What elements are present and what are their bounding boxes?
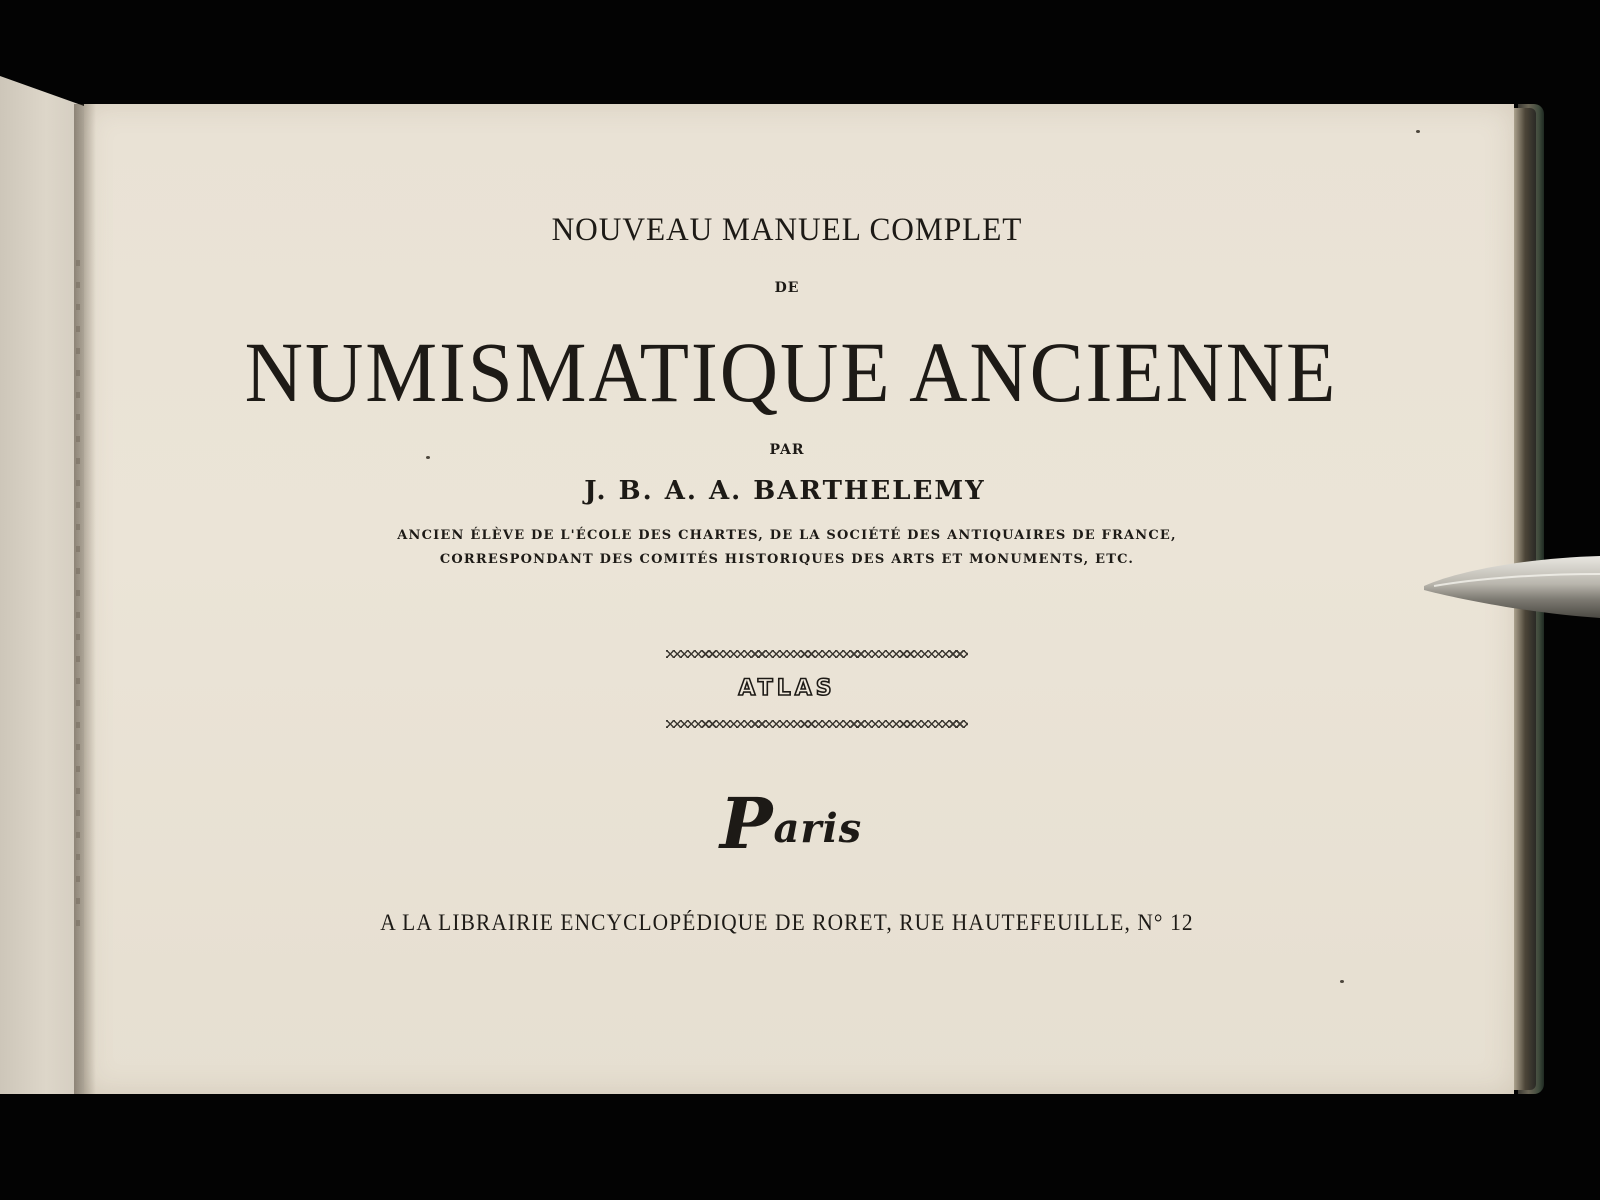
place-initial: P	[719, 782, 774, 865]
volume-label: ATLAS	[738, 676, 836, 701]
title-block	[84, 104, 1514, 1094]
author-credentials-2: CORRESPONDANT DES COMITÉS HISTORIQUES DES ARTS ET MONUMENTS, ETC.	[439, 552, 1135, 567]
main-title: NUMISMATIQUE ANCIENNE	[244, 324, 1338, 420]
place-rest: aris	[773, 805, 863, 852]
author-name: J. B. A. A. BARTHELEMY	[584, 476, 986, 506]
subtitle: NOUVEAU MANUEL COMPLET	[551, 212, 1023, 248]
publisher-line: A LA LIBRAIRIE ENCYCLOPÉDIQUE DE RORET, RUE HAUTEFEUILLE, N° 12	[380, 910, 1194, 935]
left-page-edge	[0, 76, 84, 1094]
paper-speck	[1416, 130, 1420, 133]
metal-pointer-icon	[1420, 556, 1600, 618]
ornamental-rule-bottom	[666, 720, 968, 728]
paper-speck	[1340, 980, 1344, 983]
ornamental-rule-top	[666, 650, 968, 658]
place-of-publication	[76, 782, 1506, 865]
connector-de: DE	[774, 280, 800, 296]
paper-speck	[426, 456, 430, 459]
author-credentials-1: ANCIEN ÉLÈVE DE L'ÉCOLE DES CHARTES, DE LA SOCIÉTÉ DES ANTIQUAIRES DE FRANCE,	[397, 528, 1177, 543]
by-line: PAR	[769, 442, 805, 458]
